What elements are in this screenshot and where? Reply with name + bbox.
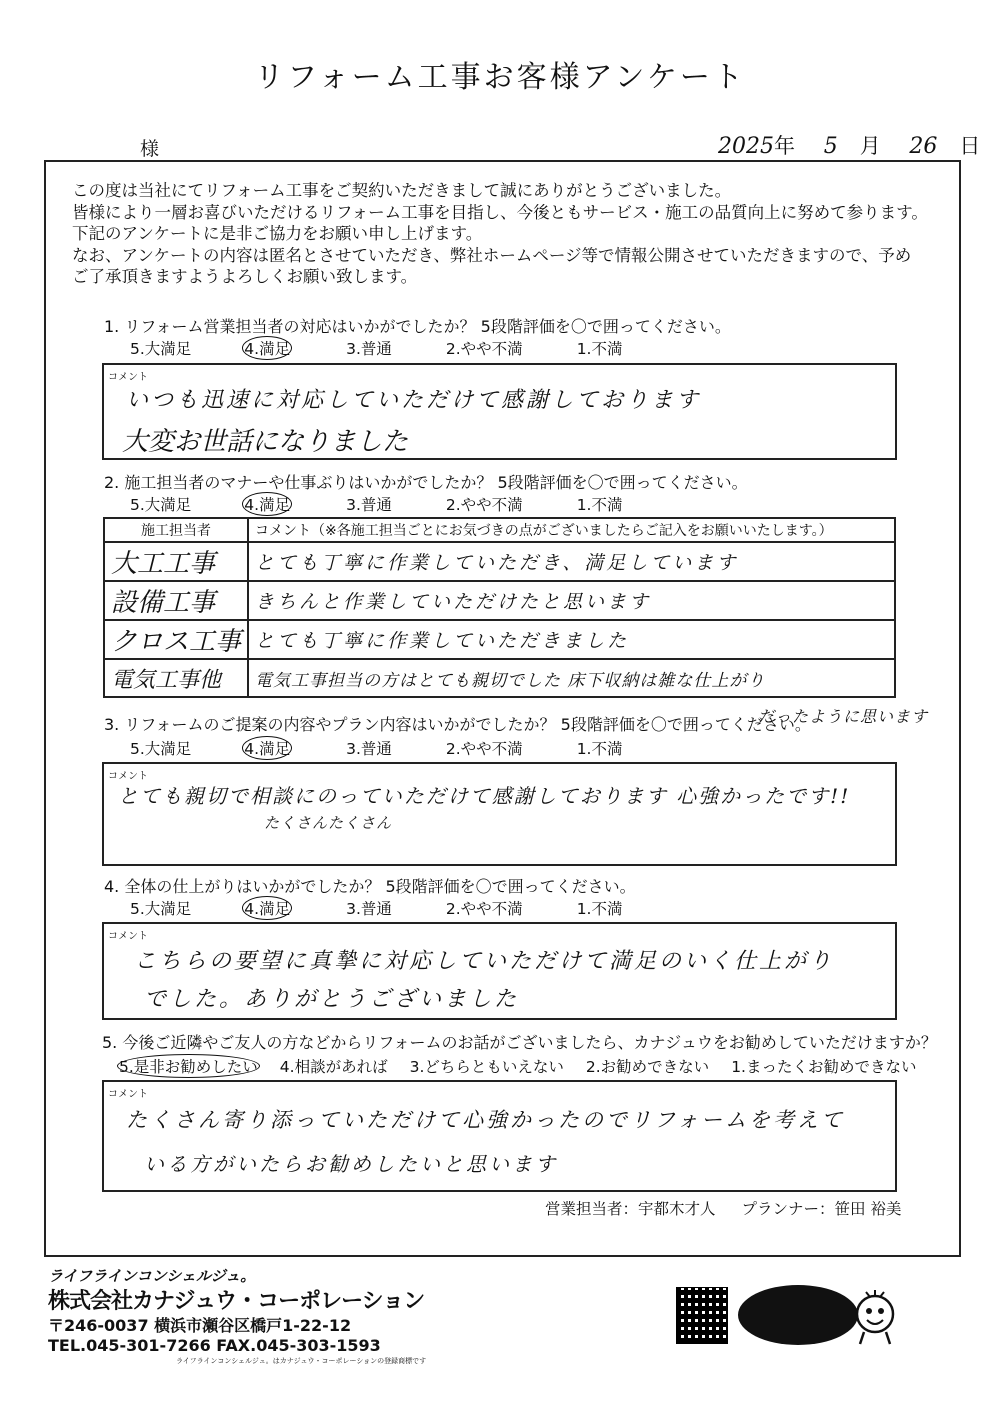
staff-names <box>545 1197 927 1219</box>
q4-selected[interactable]: 4.満足 <box>242 896 292 920</box>
q3-comment-insert: たくさんたくさん <box>264 814 393 832</box>
q2-question: 2. 施工担当者のマナーや仕事ぶりはいかがでしたか？ 5段階評価を〇で囲ってください。 <box>104 473 748 492</box>
q4-question: 4. 全体の仕上がりはいかがでしたか？ 5段階評価を〇で囲ってください。 <box>104 877 636 896</box>
q2-overflow-note: だったように思います <box>758 707 929 726</box>
q1-selected[interactable]: 4.満足 <box>242 336 292 360</box>
staff-table-header: 施工担当者 コメント（※各施工担当ごとにお気づきの点がございましたらご記入をお願いいたします。） <box>104 518 895 542</box>
date-year: 2025 <box>718 134 774 159</box>
q1-options: 5.大満足 4.満足 3.普通 2.やや不満 1.不満 <box>130 336 676 360</box>
q5-selected[interactable]: 5.是非お勧めしたい <box>117 1054 260 1078</box>
q1-comment-box: コメント いつも迅速に対応していただけて感謝しております 大変お世話になりました <box>102 363 897 460</box>
brand-logo: ライフラインコンシェルジュ。 <box>48 1267 256 1285</box>
q4-comment-line2: でした。ありがとうございました <box>144 987 520 1012</box>
q4-options: 5.大満足 4.満足 3.普通 2.やや不満 1.不満 <box>130 896 676 920</box>
q5-comment-line2: いる方がいたらお勧めしたいと思います <box>144 1152 558 1176</box>
intro-text: この度は当社にてリフォーム工事をご契約いただきまして誠にありがとうございました。 皆様により一層お喜びいただけるリフォーム工事を目指し、今後ともサービス・施工の品質向上に努めて参ります。 下記のアンケートに是非ご協力をお願い申し上げます。 なお、アンケートの内容は匿名とさせていただき、弊社ホームページ等で情報公開させていただきますので、予め ご了承頂きますようよろしくお願い致します。 <box>72 181 928 286</box>
q3-comment-line1: とても親切で相談にのっていただけて感謝しております 心強かったです!! <box>118 784 851 808</box>
q1-comment-line1: いつも迅速に対応していただけて感謝しております <box>126 388 702 413</box>
qr-code-icon <box>676 1287 728 1344</box>
q3-options: 5.大満足 4.満足 3.普通 2.やや不満 1.不満 <box>130 736 676 760</box>
date: 2025年 5 月 26 日 <box>718 134 981 159</box>
planner: プランナー：笹田 裕美 <box>741 1200 902 1218</box>
q4-comment-box: コメント こちらの要望に真摯に対応していただけて満足のいく仕上がり でした。ありがとうございました <box>102 922 897 1020</box>
q2-options: 5.大満足 4.満足 3.普通 2.やや不満 1.不満 <box>130 492 676 516</box>
company-name: 株式会社カナジュウ・コーポレーション <box>48 1289 425 1314</box>
customer-suffix: 様 <box>140 138 160 160</box>
table-row: 設備工事 きちんと作業していただけたと思います <box>104 581 895 620</box>
q1-comment-line2: 大変お世話になりました <box>122 427 409 457</box>
q1-question: 1. リフォーム営業担当者の対応はいかがでしたか？ 5段階評価を〇で囲ってください。 <box>104 317 731 336</box>
table-row: 大工工事 とても丁寧に作業していただき、満足しています <box>104 542 895 581</box>
q3-question: 3. リフォームのご提案の内容やプラン内容はいかがでしたか？ 5段階評価を〇で囲ってください。 <box>104 715 811 734</box>
speech-bubble-logo <box>738 1285 858 1345</box>
page-title: リフォーム工事お客様アンケート <box>254 60 746 95</box>
q5-comment-line1: たくさん寄り添っていただけて心強かったのでリフォームを考えて <box>126 1108 845 1132</box>
q2-selected[interactable]: 4.満足 <box>242 492 292 516</box>
date-month: 5 <box>823 134 838 159</box>
table-row: クロス工事 とても丁寧に作業していただきました <box>104 620 895 659</box>
q3-selected[interactable]: 4.満足 <box>242 736 292 760</box>
q5-comment-box: コメント たくさん寄り添っていただけて心強かったのでリフォームを考えて いる方がいたらお勧めしたいと思います <box>102 1080 897 1192</box>
trademark-note: ライフラインコンシェルジュ。はカナジュウ・コーポレーションの登録商標です <box>176 1357 427 1365</box>
sales-rep: 営業担当者：宇都木才人 <box>545 1200 716 1218</box>
q3-comment-box: コメント とても親切で相談にのっていただけて感謝しております 心強かったです!! たくさんたくさん <box>102 762 897 866</box>
q4-comment-line1: こちらの要望に真摯に対応していただけて満足のいく仕上がり <box>134 949 835 974</box>
date-day: 26 <box>909 134 938 159</box>
company-address: 〒246-0037 横浜市瀬谷区橋戸1-22-12 TEL.045-301-7266 FAX.045-303-1593 <box>48 1316 381 1355</box>
mascot-icon <box>850 1288 900 1346</box>
q5-options: 5.是非お勧めしたい 4.相談があれば 3.どちらともいえない 2.お勧めできない 1.まったくお勧めできない <box>120 1054 916 1078</box>
table-row: 電気工事他 電気工事担当の方はとても親切でした 床下収納は雑な仕上がり <box>104 659 895 697</box>
staff-table <box>103 517 896 698</box>
q5-question: 5. 今後ご近隣やご友人の方などからリフォームのお話がございましたら、カナジュウをお勧めしていただけますか？ <box>102 1033 937 1052</box>
